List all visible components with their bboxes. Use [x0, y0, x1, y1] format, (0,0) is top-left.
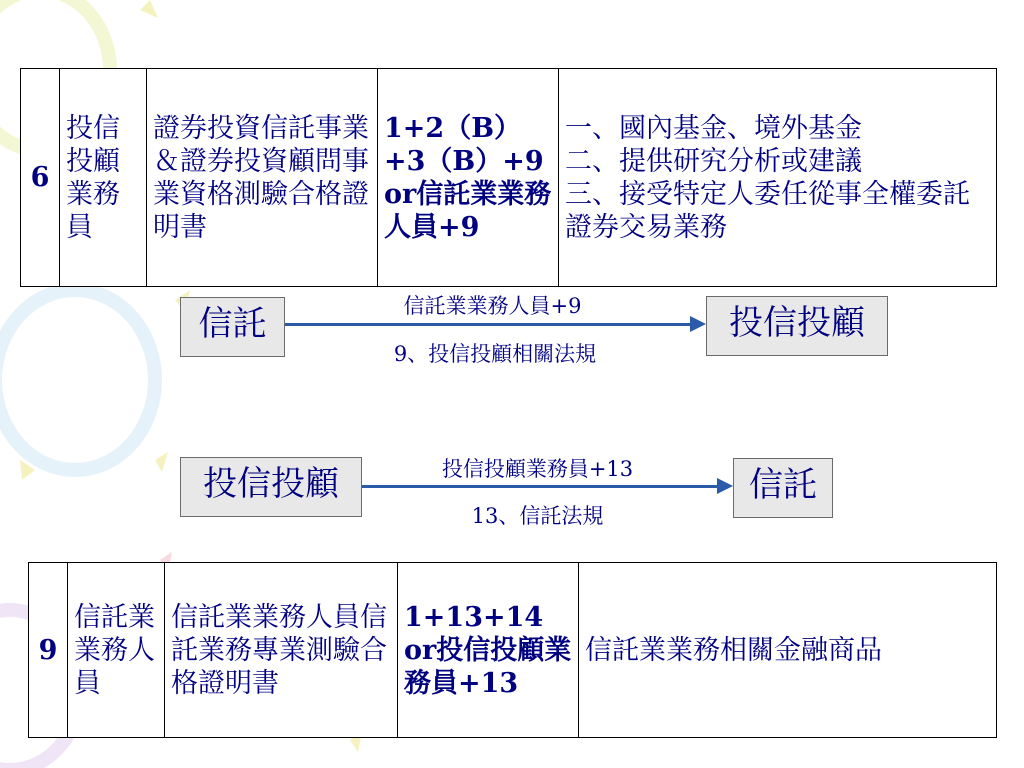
table-row — [29, 563, 997, 738]
license-title: 信託業業務人員 — [68, 563, 165, 738]
row-number: 9 — [29, 563, 68, 738]
flow-target-box: 投信投顧 — [706, 296, 888, 356]
qualification-certificate: 信託業業務人員信託業務專業測驗合格證明書 — [165, 563, 398, 738]
flow-source-box: 信託 — [180, 297, 285, 357]
qualification-certificate: 證券投資信託事業＆證券投資顧問事業資格測驗合格證明書 — [147, 69, 378, 287]
scope-line: 三、接受特定人委任從事全權委託證券交易業務 — [565, 178, 970, 243]
flow-caption-bottom: 9、投信投顧相關法規 — [393, 342, 597, 366]
business-scope — [559, 69, 997, 287]
flow-arrow-line — [362, 485, 717, 488]
exemption-requirement: 1+13+14 or投信投顧業務員+13 — [398, 563, 579, 738]
flow-source-box: 投信投顧 — [180, 457, 362, 517]
license-table-bottom — [28, 562, 997, 738]
flow-arrow-line — [285, 323, 690, 326]
flow-caption-top: 信託業業務人員+9 — [403, 294, 582, 318]
row-number: 6 — [21, 69, 60, 287]
flow-caption-bottom: 13、信託法規 — [471, 504, 604, 528]
license-table-top — [20, 68, 997, 287]
arrow-right-icon — [717, 478, 733, 494]
flow-caption-top: 投信投顧業務員+13 — [441, 457, 634, 481]
flow-target-box: 信託 — [733, 458, 833, 518]
arrow-right-icon — [690, 316, 706, 332]
scope-line: 二、提供研究分析或建議 — [565, 145, 862, 177]
license-title: 投信投顧業務員 — [60, 69, 147, 287]
exemption-requirement: 1+2（B）+3（B）+9 or信託業業務人員+9 — [378, 69, 559, 287]
table-row — [21, 69, 997, 287]
scope-line: 一、國內基金、境外基金 — [565, 112, 862, 144]
business-scope: 信託業業務相關金融商品 — [579, 563, 997, 738]
